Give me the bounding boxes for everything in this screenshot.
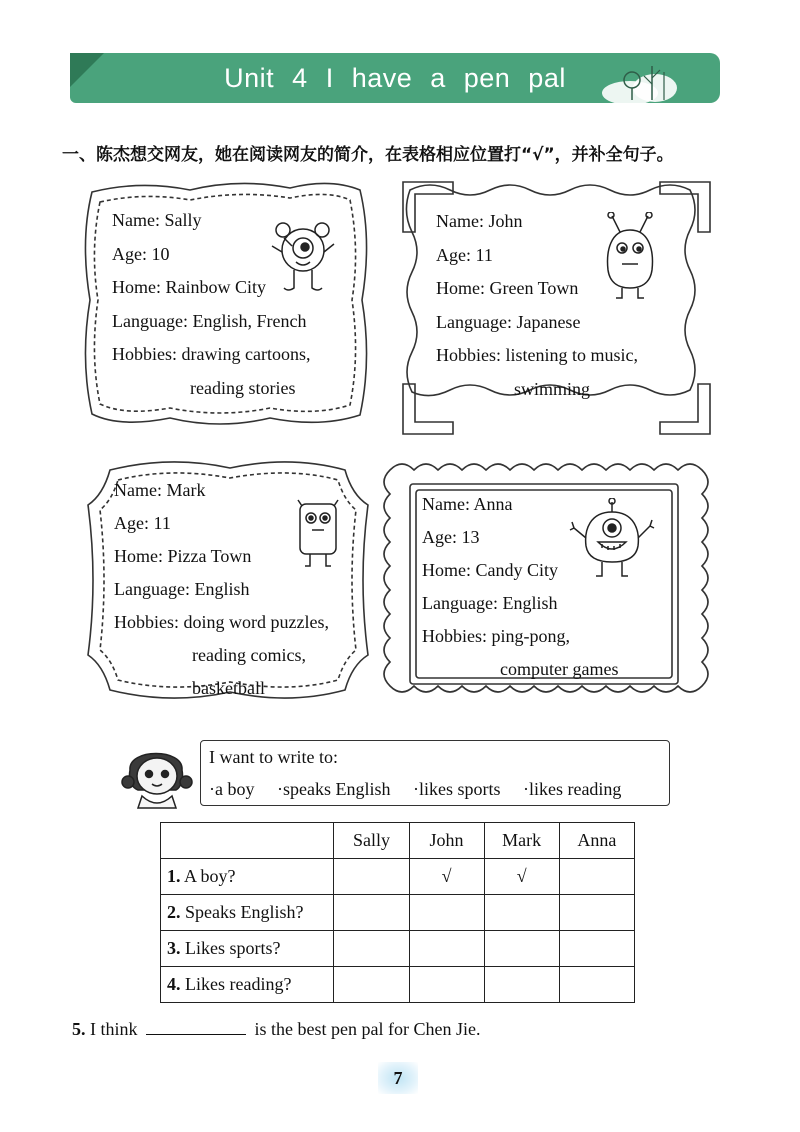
header-anna: Anna xyxy=(559,823,634,859)
answer-cell[interactable] xyxy=(559,859,634,895)
profile-line: Age: 11 xyxy=(436,244,493,265)
profile-line: Language: English xyxy=(114,579,250,599)
answer-cell[interactable] xyxy=(409,967,484,1003)
answer-blank[interactable] xyxy=(146,1018,246,1035)
criterion-item: ·likes reading xyxy=(522,779,622,799)
profile-line: Home: Candy City xyxy=(422,560,558,580)
question-cell xyxy=(161,967,334,1003)
question-text: A boy? xyxy=(180,866,236,886)
question-text: Speaks English? xyxy=(180,902,304,922)
table-header-row xyxy=(161,823,635,859)
profile-line: Name: Anna xyxy=(422,494,513,514)
answer-cell[interactable] xyxy=(334,931,409,967)
table-row xyxy=(161,931,635,967)
question-number: 4. xyxy=(167,974,181,994)
answer-cell[interactable] xyxy=(559,967,634,1003)
header-mark: Mark xyxy=(484,823,559,859)
answer-cell[interactable] xyxy=(409,895,484,931)
profile-line: Language: English, French xyxy=(112,310,307,331)
speech-criteria xyxy=(209,779,639,800)
pen-pal-table xyxy=(160,822,635,1003)
question-cell xyxy=(161,931,334,967)
profile-line: Age: 13 xyxy=(422,527,480,547)
profile-line: Hobbies: listening to music, xyxy=(436,345,638,365)
unit-title: Unit 4 I have a pen pal xyxy=(224,63,566,93)
speech-title: I want to write to: xyxy=(209,747,338,767)
answer-cell[interactable] xyxy=(409,931,484,967)
answer-cell[interactable] xyxy=(484,931,559,967)
criterion-item: ·a boy xyxy=(209,779,255,799)
profile-line: computer games xyxy=(500,659,619,679)
answer-cell[interactable] xyxy=(484,895,559,931)
profile-line: Home: Rainbow City xyxy=(112,277,266,297)
question-number: 3. xyxy=(167,938,181,958)
sally-monster-icon xyxy=(268,218,340,300)
answer-cell[interactable]: √ xyxy=(484,859,559,895)
profile-line: Age: 10 xyxy=(112,243,170,264)
girl-avatar-icon xyxy=(118,740,196,810)
answer-cell[interactable]: √ xyxy=(409,859,484,895)
profile-line: Name: John xyxy=(436,211,523,231)
criterion-item: ·likes sports xyxy=(412,779,501,799)
table-row xyxy=(161,859,635,895)
profile-line: Language: English xyxy=(422,593,558,613)
question-5-text-after: is the best pen pal for Chen Jie. xyxy=(254,1019,481,1039)
question-text: Likes sports? xyxy=(180,938,281,958)
profile-line: Hobbies: doing word puzzles, xyxy=(114,612,329,632)
table-row xyxy=(161,895,635,931)
header-john: John xyxy=(409,823,484,859)
speech-box xyxy=(200,740,670,806)
profile-line: Name: Sally xyxy=(112,210,202,230)
header-empty xyxy=(161,823,334,859)
criterion-item: ·speaks English xyxy=(276,779,391,799)
john-monster-icon xyxy=(600,212,660,304)
answer-cell[interactable] xyxy=(559,931,634,967)
answer-cell[interactable] xyxy=(334,895,409,931)
profile-line: reading comics, xyxy=(192,645,306,665)
question-5-text-before: I think xyxy=(85,1019,138,1039)
profile-line: Home: Green Town xyxy=(436,278,579,298)
profile-line: Hobbies: drawing cartoons, xyxy=(112,344,311,364)
question-5-number: 5. xyxy=(72,1019,86,1039)
profile-line: Hobbies: ping-pong, xyxy=(422,626,570,646)
question-cell xyxy=(161,895,334,931)
profile-line: Age: 11 xyxy=(114,513,171,533)
profile-line: Home: Pizza Town xyxy=(114,546,252,566)
question-text: Likes reading? xyxy=(180,974,292,994)
question-number: 1. xyxy=(167,866,181,886)
anna-monster-icon xyxy=(566,498,658,584)
answer-cell[interactable] xyxy=(334,859,409,895)
question-cell xyxy=(161,859,334,895)
profile-line: reading stories xyxy=(190,377,296,398)
page-number: 7 xyxy=(378,1062,418,1094)
answer-cell[interactable] xyxy=(484,967,559,1003)
answer-cell[interactable] xyxy=(334,967,409,1003)
table-row xyxy=(161,967,635,1003)
answer-cell[interactable] xyxy=(559,895,634,931)
profile-line: swimming xyxy=(514,378,591,399)
section-instructions: 一、陈杰想交网友，她在阅读网友的简介，在表格相应位置打“√”，并补全句子。 xyxy=(62,145,674,165)
mark-monster-icon xyxy=(294,498,342,572)
question-number: 2. xyxy=(167,902,181,922)
question-5 xyxy=(72,1018,480,1040)
profile-line: Name: Mark xyxy=(114,480,206,500)
profile-line: basketball xyxy=(192,678,265,698)
header-sally: Sally xyxy=(334,823,409,859)
profile-line: Language: Japanese xyxy=(436,311,581,332)
